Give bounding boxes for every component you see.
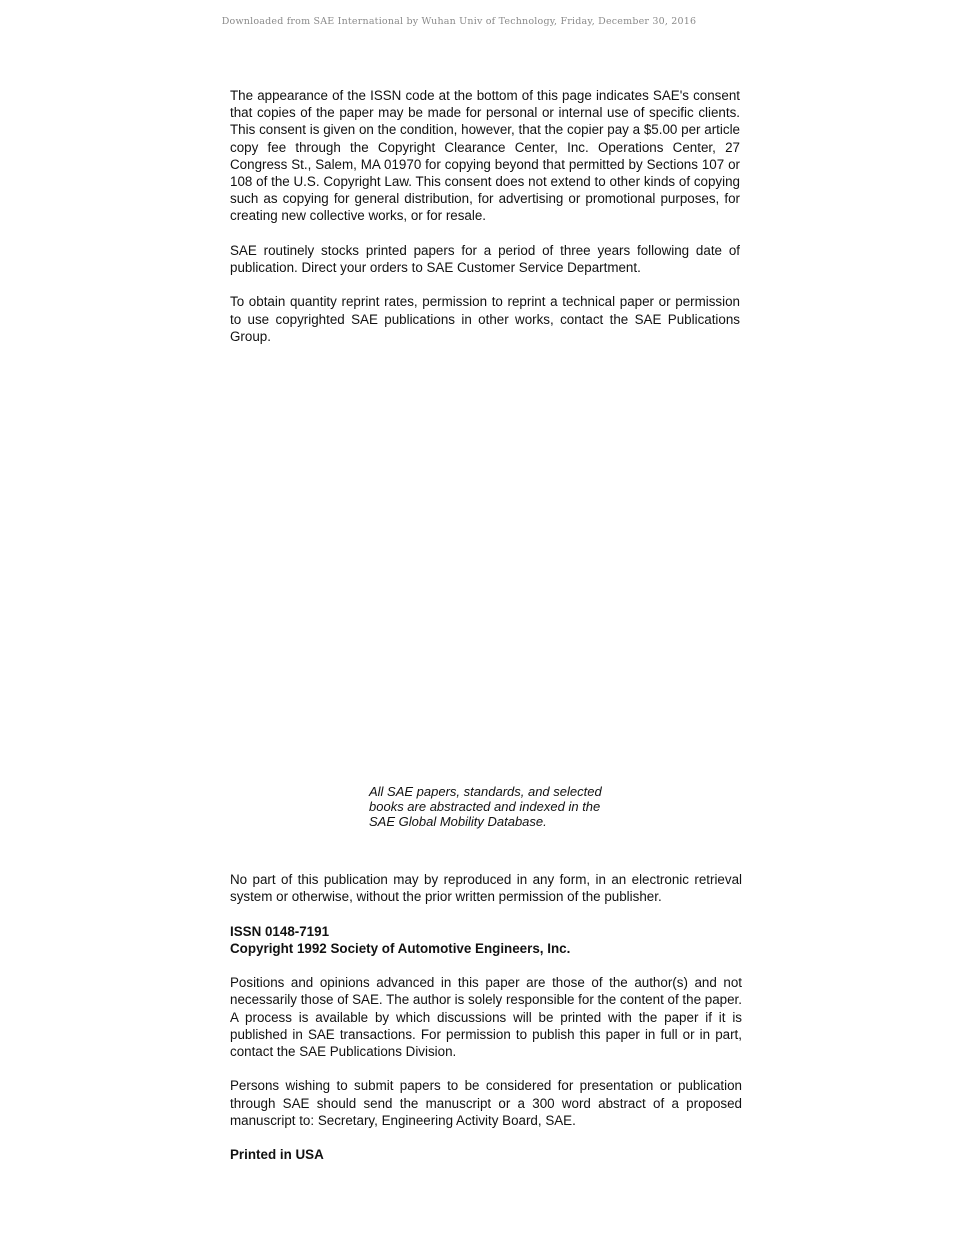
consent-section — [230, 87, 740, 345]
issn-code: ISSN 0148-7191 — [230, 923, 330, 939]
abstract-note-line: books are abstracted and indexed in the — [369, 799, 601, 815]
positions-paragraph: Positions and opinions advanced in this paper are those of the author(s) and not necessarily those of SAE. The author is solely responsible for the content of the paper. A process is available by which discussions will be printed with the paper if it is published in SAE transactions. For permission to publish this paper in full or in part, contact the SAE Publications Division. — [230, 975, 742, 1059]
abstract-note-line: All SAE papers, standards, and selected — [369, 784, 602, 799]
stock-paragraph: SAE routinely stocks printed papers for a period of three years following date of publication. Direct your orders to SAE Customer Service Department. — [230, 242, 740, 276]
printed-in-usa: Printed in USA — [230, 1147, 324, 1163]
submission-paragraph: Persons wishing to submit papers to be considered for presentation or publication through SAE should send the manuscript or a 300 word abstract of a proposed manuscript to: Secretary, Engineering Activity Board, SAE. — [230, 1078, 742, 1128]
consent-paragraph: The appearance of the ISSN code at the bottom of this page indicates SAE's consent that copies of the paper may be made for personal or internal use of specific clients. This consent is given on the condition, however, that the copier pay a $5.00 per article copy fee through the Copyright Clearance Center, Inc. Operations Center, 27 Congress St., Salem, MA 01970 for copying beyond that permitted by Sections 107 or 108 of the U.S. Copyright Law. This consent does not extend to other kinds of copying such as copying for general distribution, for advertising or promotional purposes, for creating new collective works, or for resale. — [230, 88, 740, 224]
reprint-paragraph: To obtain quantity reprint rates, permission to reprint a technical paper or permission to use copyrighted SAE publications in other works, contact the SAE Publications Group. — [230, 294, 740, 344]
legal-section — [230, 871, 742, 1163]
reproduction-paragraph: No part of this publication may by reproduced in any form, in an electronic retrieval system or otherwise, without the prior written permission of the publisher. — [230, 872, 742, 905]
download-notice: Downloaded from SAE International by Wuhan Univ of Technology, Friday, December 30, 2016 — [221, 16, 697, 27]
copyright-line: Copyright 1992 Society of Automotive Engineers, Inc. — [230, 940, 571, 956]
abstract-note-line: SAE Global Mobility Database. — [369, 814, 547, 830]
abstract-note — [369, 784, 629, 830]
